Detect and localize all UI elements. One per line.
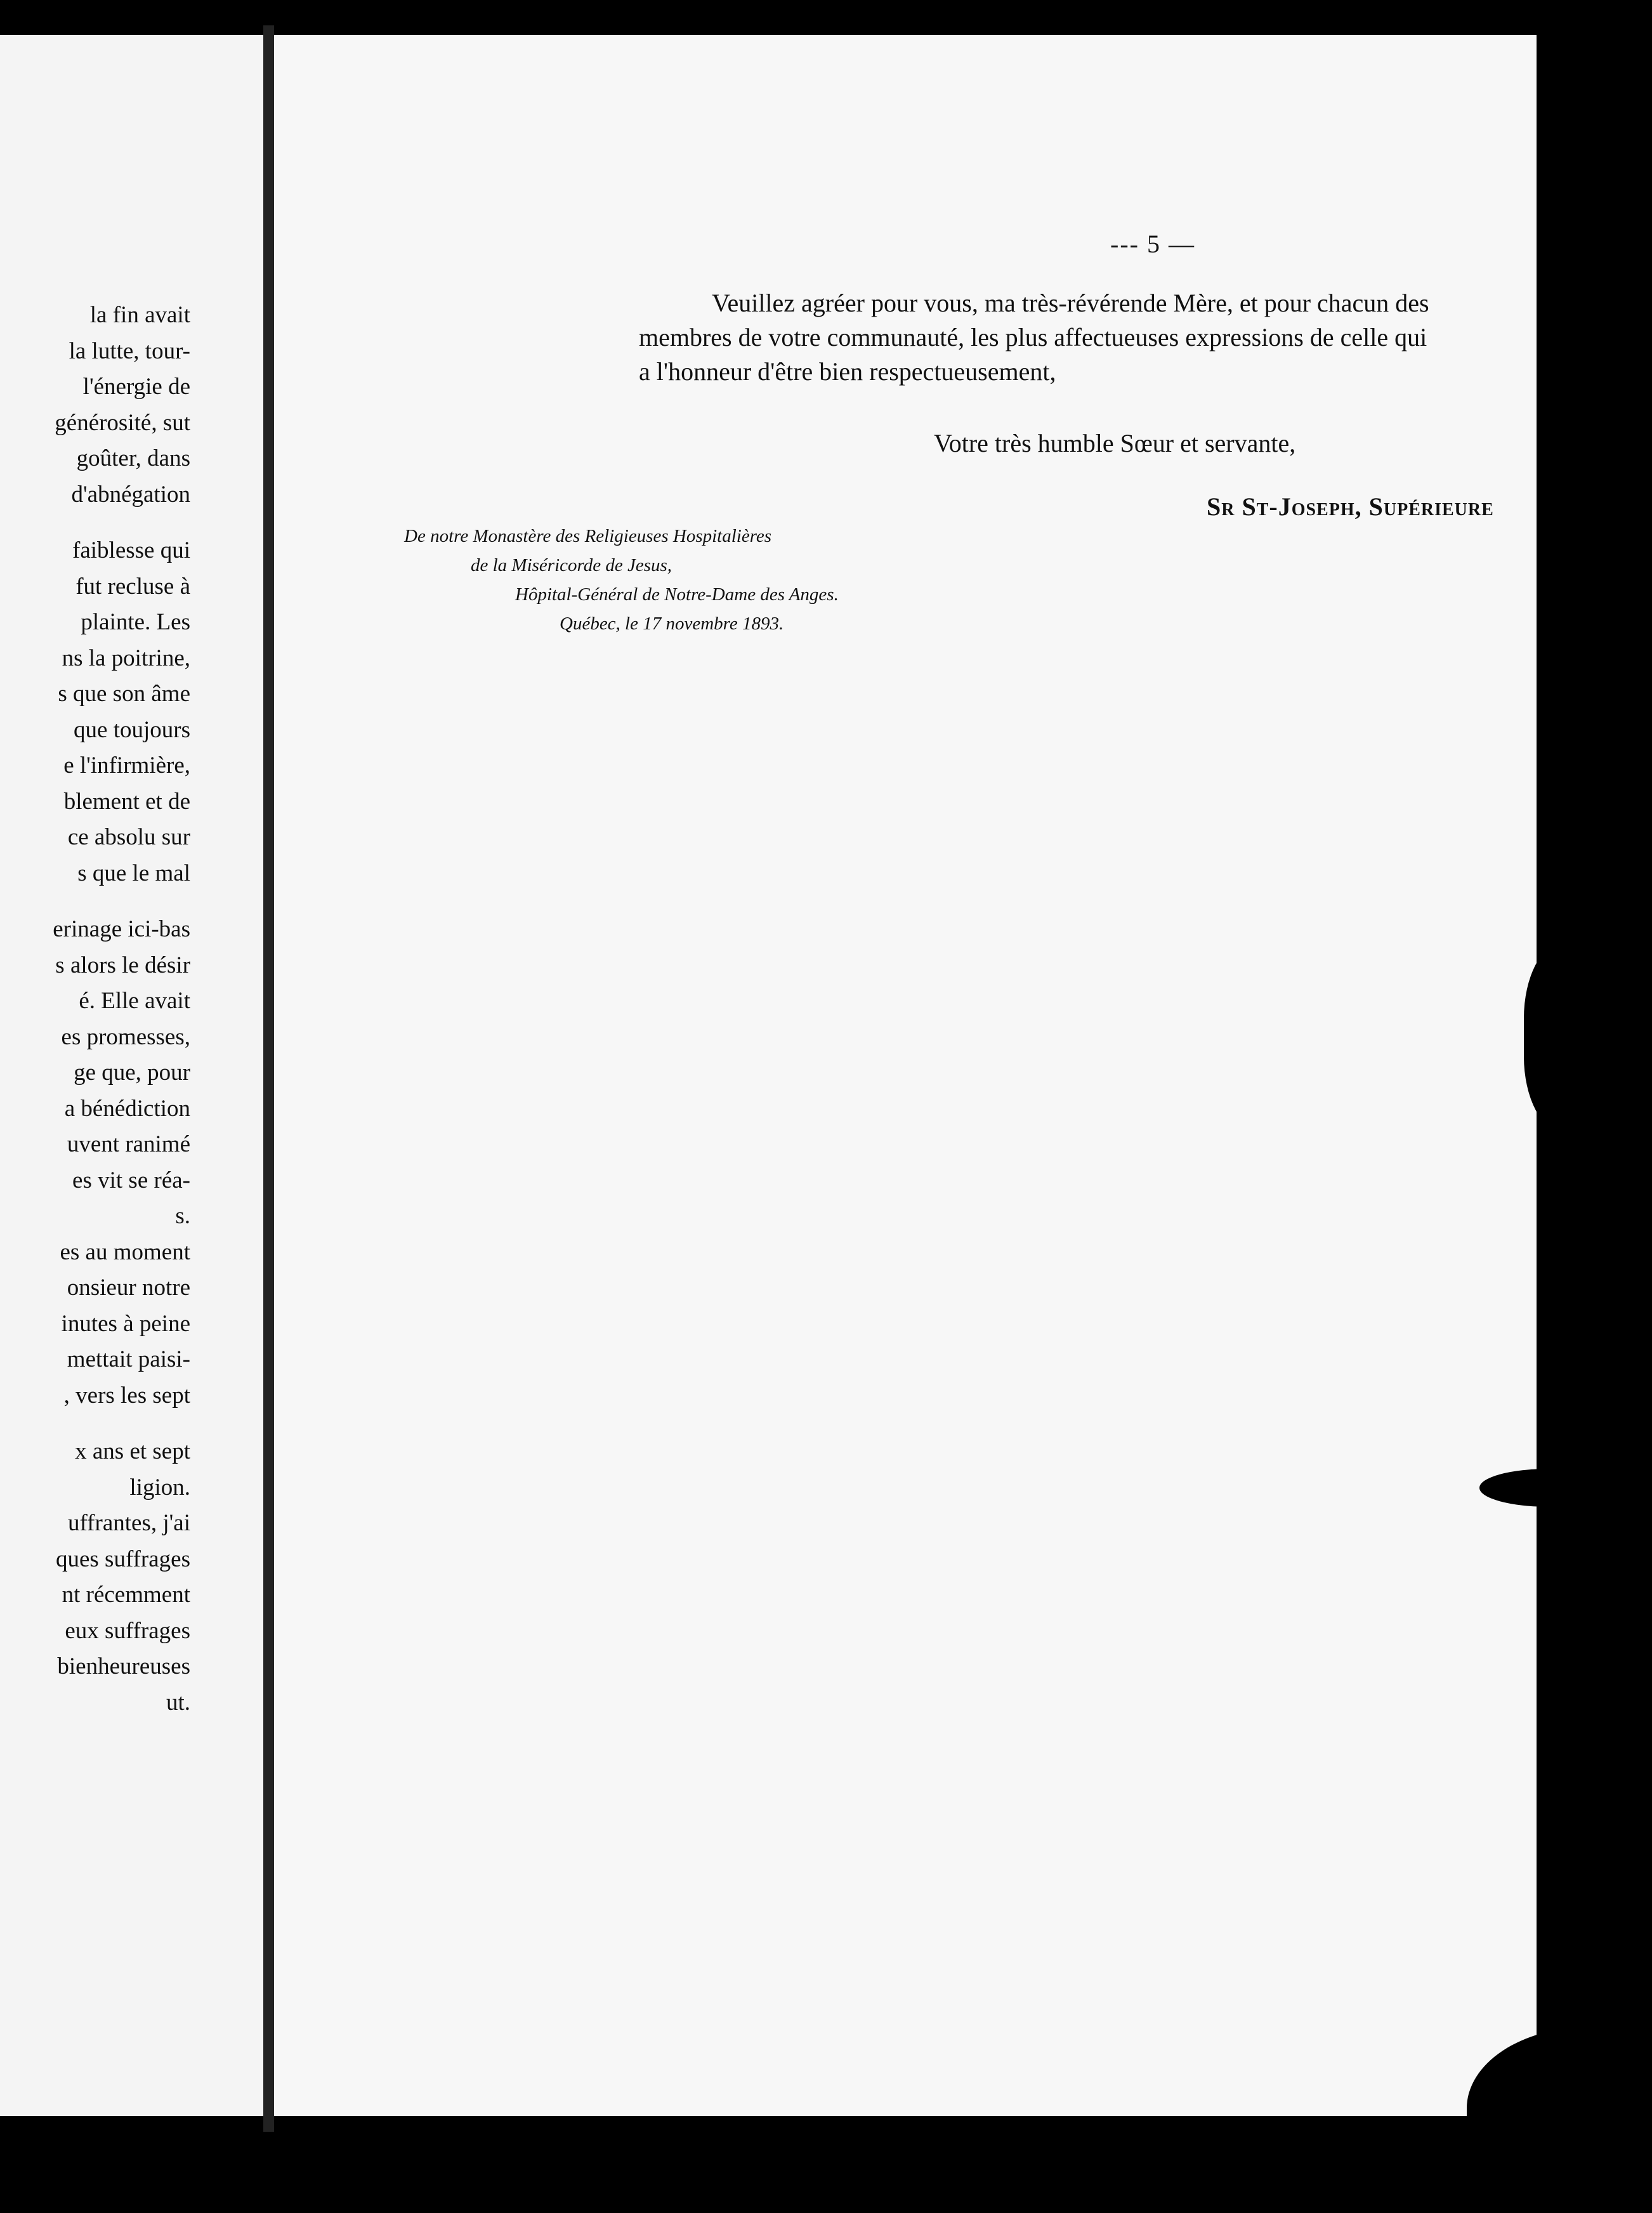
left-page-line: eux suffrages [65, 1617, 190, 1644]
left-page-line: plainte. Les [81, 609, 190, 635]
left-page-line: que toujours [74, 716, 190, 743]
left-page-line: a bénédiction [64, 1095, 190, 1122]
page-number: --- 5 — [1110, 230, 1195, 258]
left-page-line: s. [175, 1203, 190, 1229]
place-line: Hôpital-Général de Notre-Dame des Anges. [515, 584, 839, 605]
left-page-line: es vit se réa- [72, 1167, 190, 1193]
left-page-line: ce absolu sur [67, 824, 190, 850]
left-page-line: e l'infirmière, [63, 752, 190, 778]
letter-line: a l'honneur d'être bien respectueusement, [639, 357, 1056, 386]
left-page-line: s que son âme [58, 681, 190, 707]
left-page-line: é. Elle avait [79, 988, 190, 1014]
left-page-line: s que le mal [77, 860, 190, 886]
left-page-line: ques suffrages [55, 1546, 190, 1572]
left-page-line: s alors le désir [55, 952, 190, 978]
signature: Sr St-Joseph, Supérieure [1207, 492, 1494, 521]
left-page-line: inutes à peine [61, 1310, 190, 1337]
left-page-line: , vers les sept [63, 1382, 190, 1409]
left-page-line: es au moment [60, 1238, 190, 1265]
paragraph-gap [0, 891, 190, 912]
left-page-line: d'abnégation [71, 481, 190, 508]
place-line: De notre Monastère des Religieuses Hospitalières [404, 526, 772, 546]
closing-line: Votre très humble Sœur et servante, [934, 429, 1296, 457]
left-page-line: faiblesse qui [72, 537, 190, 563]
left-page-line: la lutte, tour- [69, 338, 190, 364]
left-page-line: ge que, pour [74, 1060, 190, 1086]
left-page-line: bienheureuses [57, 1653, 190, 1679]
left-page-line: goûter, dans [76, 445, 190, 471]
letter-line: Veuillez agréer pour vous, ma très-révérende Mère, et pour chacun des [712, 289, 1429, 317]
left-page-line: nt récemment [62, 1582, 190, 1608]
left-page-line: es promesses, [61, 1023, 190, 1050]
left-page-text [0, 298, 190, 1721]
left-page-line: générosité, sut [55, 409, 190, 436]
paragraph-gap [0, 513, 190, 533]
left-page-line: ns la poitrine, [62, 645, 190, 671]
left-page-line: erinage ici-bas [53, 916, 190, 942]
left-page-line: fut recluse à [75, 573, 190, 600]
right-page [274, 35, 1613, 2116]
left-page-line: x ans et sept [75, 1438, 190, 1464]
left-page-line: l'énergie de [82, 374, 190, 400]
left-page-line: ligion. [129, 1474, 190, 1501]
place-and-date [274, 35, 1613, 2116]
left-page-line: mettait paisi- [67, 1346, 190, 1372]
left-page-line: ut. [166, 1689, 190, 1716]
left-page-line: uffrantes, j'ai [68, 1510, 190, 1536]
left-page-line: blement et de [63, 788, 190, 815]
place-line: de la Miséricorde de Jesus, [471, 555, 672, 575]
book-gutter [263, 25, 274, 2132]
date-line: Québec, le 17 novembre 1893. [560, 614, 784, 634]
left-page-line: la fin avait [89, 302, 190, 328]
left-page-line: onsieur notre [67, 1275, 190, 1301]
left-page-line: uvent ranimé [67, 1131, 190, 1157]
letter-line: membres de votre communauté, les plus affectueuses expressions de celle qui [639, 323, 1427, 351]
left-page-fragment [0, 35, 263, 2116]
paragraph-gap [0, 1414, 190, 1434]
